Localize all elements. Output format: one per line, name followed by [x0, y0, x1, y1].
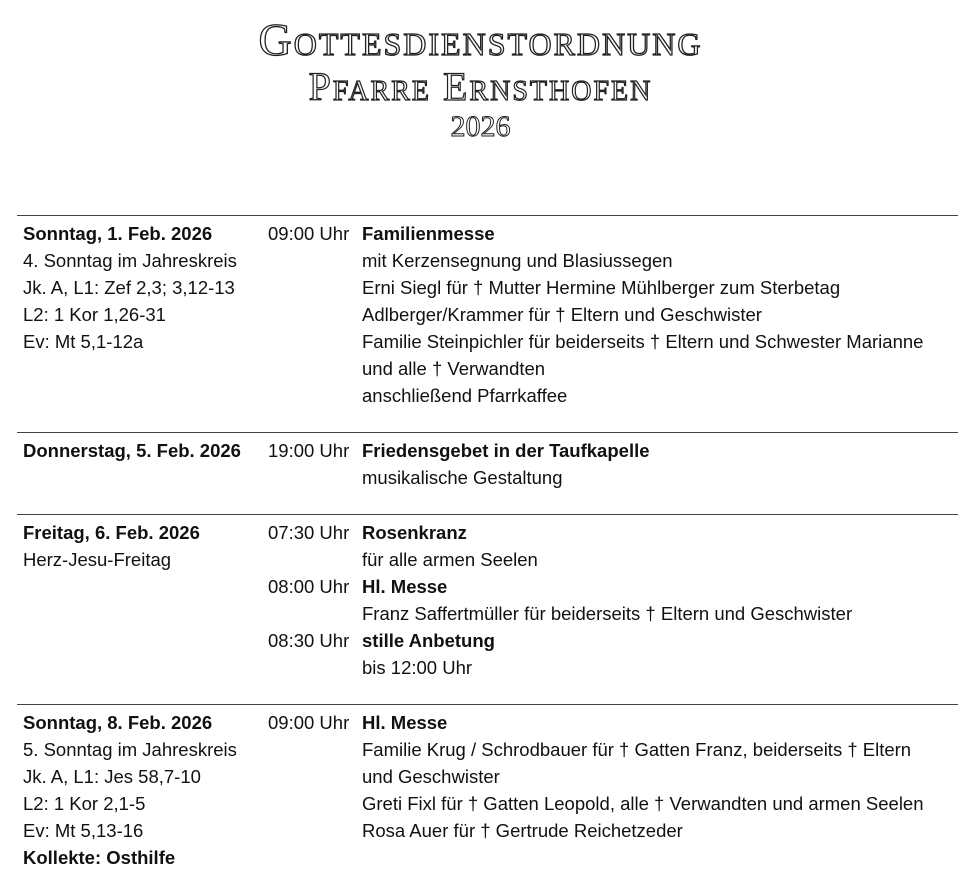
entry-events	[263, 437, 958, 514]
service-event	[263, 220, 958, 409]
event-time: 08:30 Uhr	[268, 630, 350, 651]
liturgical-info: Jk. A, L1: Jes 58,7-10	[23, 766, 201, 787]
event-line: Rosa Auer für † Gertrude Reichetzeder	[362, 820, 683, 841]
liturgical-info: L2: 1 Kor 1,26-31	[23, 304, 166, 325]
entry-events	[263, 519, 958, 704]
event-description	[362, 220, 958, 409]
event-line: für alle armen Seelen	[362, 549, 538, 570]
event-line: Adlberger/Krammer für † Eltern und Geschwister	[362, 304, 762, 325]
liturgical-info: Ev: Mt 5,1-12a	[23, 331, 144, 352]
event-line: Erni Siegl für † Mutter Hermine Mühlberger zum Sterbetag	[362, 277, 841, 298]
event-line: Greti Fixl für † Gatten Leopold, alle † Verwandten und armen Seelen	[362, 793, 924, 814]
event-line: und alle † Verwandten	[362, 358, 546, 379]
document-title: Gottesdienstordnung	[258, 14, 703, 65]
event-description	[362, 519, 958, 573]
event-line: anschließend Pfarrkaffee	[362, 385, 568, 406]
service-event	[263, 573, 958, 627]
event-line: Franz Saffertmüller für beiderseits † Eltern und Geschwister	[362, 603, 853, 624]
event-description	[362, 709, 958, 844]
year-label: 2026	[450, 110, 511, 143]
event-description	[362, 437, 958, 491]
event-time: 09:00 Uhr	[268, 223, 350, 244]
liturgical-info: Herz-Jesu-Freitag	[23, 549, 172, 570]
entry-date: Donnerstag, 5. Feb. 2026	[23, 440, 241, 461]
event-line: und Geschwister	[362, 766, 500, 787]
service-event	[263, 709, 958, 844]
entry-date-column	[17, 709, 263, 879]
entry-date: Freitag, 6. Feb. 2026	[23, 522, 200, 543]
event-title: Familienmesse	[362, 223, 495, 244]
event-line: bis 12:00 Uhr	[362, 657, 473, 678]
event-title: stille Anbetung	[362, 630, 495, 651]
event-title: Rosenkranz	[362, 522, 467, 543]
liturgical-info: 4. Sonntag im Jahreskreis	[23, 250, 237, 271]
liturgical-info: Ev: Mt 5,13-16	[23, 820, 144, 841]
liturgical-info: 5. Sonntag im Jahreskreis	[23, 739, 237, 760]
schedule-entry	[17, 514, 958, 704]
entry-events	[263, 220, 958, 432]
event-description	[362, 627, 958, 681]
event-time: 19:00 Uhr	[268, 440, 350, 461]
entry-date-column	[17, 437, 263, 514]
entry-events	[263, 709, 958, 879]
event-line: mit Kerzensegnung und Blasiussegen	[362, 250, 673, 271]
event-title: Hl. Messe	[362, 712, 448, 733]
schedule-entry	[17, 704, 958, 879]
service-schedule	[17, 215, 958, 879]
event-title: Friedensgebet in der Taufkapelle	[362, 440, 650, 461]
event-line: musikalische Gestaltung	[362, 467, 563, 488]
schedule-entry	[17, 215, 958, 432]
event-time: 07:30 Uhr	[268, 522, 350, 543]
schedule-entry	[17, 432, 958, 514]
event-time: 08:00 Uhr	[268, 576, 350, 597]
entry-date: Sonntag, 1. Feb. 2026	[23, 223, 213, 244]
document-header	[0, 14, 961, 146]
parish-name: Pfarre Ernsthofen	[308, 64, 653, 109]
service-event	[263, 519, 958, 573]
entry-date-column	[17, 519, 263, 704]
event-title: Hl. Messe	[362, 576, 448, 597]
event-time: 09:00 Uhr	[268, 712, 350, 733]
liturgical-info: Jk. A, L1: Zef 2,3; 3,12-13	[23, 277, 235, 298]
entry-date: Sonntag, 8. Feb. 2026	[23, 712, 213, 733]
event-description	[362, 573, 958, 627]
service-event	[263, 627, 958, 681]
collection-note: Kollekte: Osthilfe	[23, 847, 176, 868]
liturgical-info: L2: 1 Kor 2,1-5	[23, 793, 146, 814]
event-line: Familie Krug / Schrodbauer für † Gatten Franz, beiderseits † Eltern	[362, 739, 912, 760]
entry-date-column	[17, 220, 263, 432]
event-line: Familie Steinpichler für beiderseits † Eltern und Schwester Marianne	[362, 331, 924, 352]
service-event	[263, 437, 958, 491]
